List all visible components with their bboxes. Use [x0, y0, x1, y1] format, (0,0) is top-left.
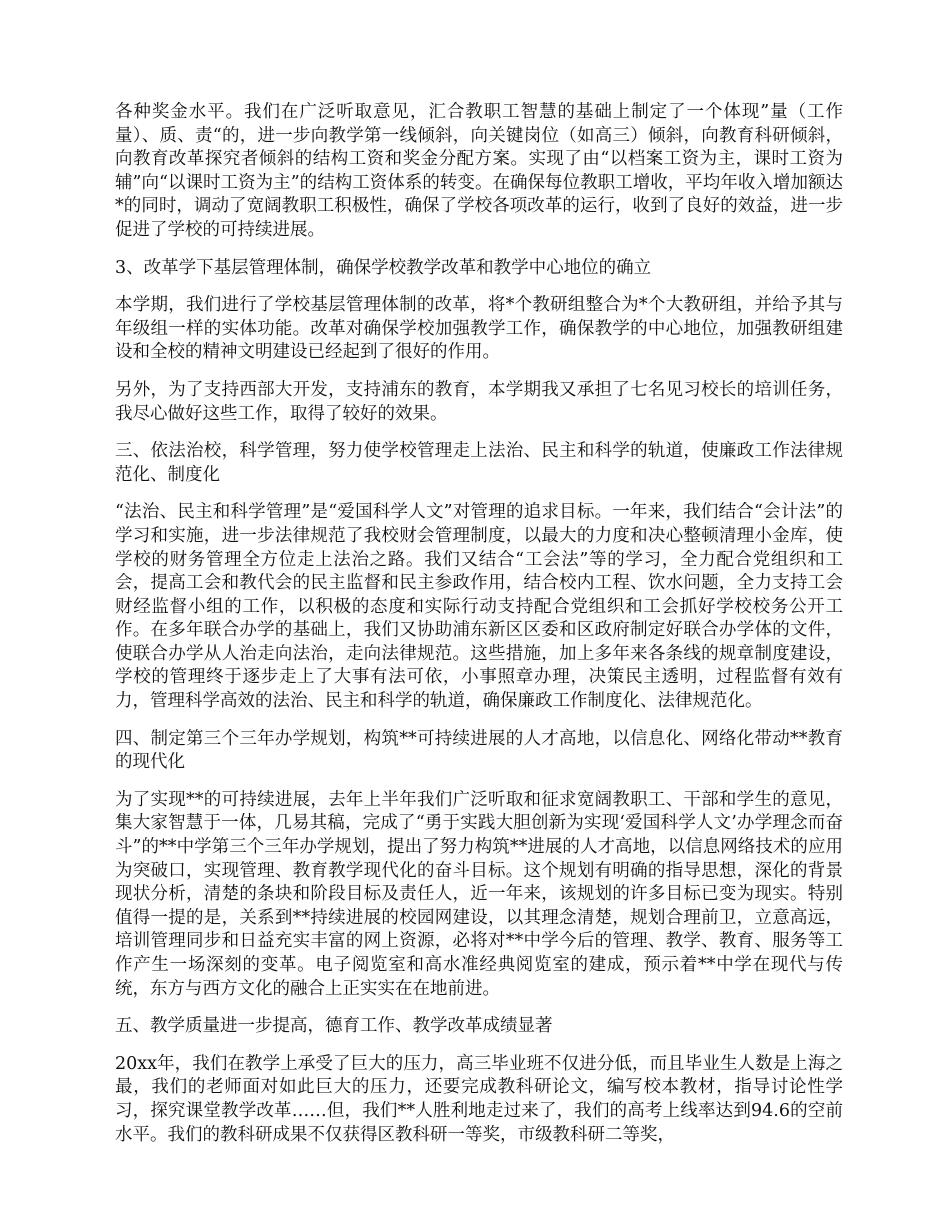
heading-teaching-quality: 五、教学质量进一步提高，德育工作、教学改革成绩显著 — [115, 1016, 553, 1037]
heading-three-year-plan: 四、制定第三个三年办学规划，构筑**可持续进展的人才高地，以信息化、网络化带动**教育的现代化 — [115, 728, 843, 773]
paragraph-rule-of-law: “法治、民主和科学管理”是“爱国科学人文”对管理的追求目标。一年来，我们结合“会计法”的学习和实施，进一步法律规范了我校财会管理制度，以最大的力度和决心整顿清理小金库，使学校的财务管理全方位走上法治之路。我们又结合“工会法”等的学习，全力配合党组织和工会，提高工会和教代会的民主监督和民主参政作用，结合校内工程、饮水问题，全力支持工会财经监督小组的工作，以积极的态度和实际行动支持配合党组织和工会抓好学校校务公开工作。在多年联合办学的基础上，我们又协助浦东新区区委和区政府制定好联合办学体的文件，使联合办学从人治走向法治，走向法律规范。这些措施，加上多年来各条线的规章制度建设，学校的管理终于逐步走上了大事有法可依，小事照章办理，决策民主透明，过程监督有效有力，管理科学高效的法治、民主和科学的轨道，确保廉政工作制度化、法律规范化。 — [115, 502, 843, 712]
heading-rule-of-law: 三、依法治校，科学管理，努力使学校管理走上法治、民主和科学的轨道，使廉政工作法律规范化、制度化 — [115, 441, 843, 485]
heading-management-reform: 3、改革学下基层管理体制，确保学校教学改革和教学中心地位的确立 — [115, 257, 652, 278]
document-page — [115, 101, 843, 1161]
paragraph-three-year-plan: 为了实现**的可持续进展，去年上半年我们广泛听取和征求宽阔教职工、干部和学生的意见，集大家智慧于一体，几易其稿，完成了“勇于实践大胆创新为实现‘爱国科学人文’办学理念而奋斗”的**中学第三个三年办学规划，提出了努力构筑**进展的人才高地，以信息网络技术的应用为突破口，实现管理、教育教学现代化的奋斗目标。这个规划有明确的指导思想，深化的背景现状分析，清楚的条块和阶段目标及责任人，近一年来，该规划的许多目标已变为现实。特别值得一提的是，关系到**持续进展的校园网建设，以其理念清楚，规划合理前卫，立意高远，培训管理同步和日益充实丰富的网上资源，必将对**中学今后的管理、教学、教育、服务等工作产生一场深刻的变革。电子阅览室和高水准经典阅览室的建成，预示着**中学在现代与传统，东方与西方文化的融合上正实实在在地前进。 — [115, 789, 843, 999]
paragraph-teaching-quality: 20xx年，我们在教学上承受了巨大的压力，高三毕业班不仅进分低，而且毕业生人数是上海之最，我们的老师面对如此巨大的压力，还要完成教科研论文，编写校本教材，指导讨论性学习，探究课堂教学改革……但，我们**人胜利地走过来了，我们的高考上线率达到94.6的空前水平。我们的教科研成果不仅获得区教科研一等奖，市级教科研二等奖， — [115, 1053, 843, 1145]
paragraph-teaching-group-reform: 本学期，我们进行了学校基层管理体制的改革，将*个教研组整合为*个大教研组，并给予其与年级组一样的实体功能。改革对确保学校加强教学工作，确保教学的中心地位，加强教研组建设和全校的精神文明建设已经起到了很好的作用。 — [115, 295, 843, 363]
paragraph-principal-training: 另外，为了支持西部大开发，支持浦东的教育，本学期我又承担了七名见习校长的培训任务，我尽心做好这些工作，取得了较好的效果。 — [115, 379, 843, 424]
paragraph-salary-reform: 各种奖金水平。我们在广泛听取意见，汇合教职工智慧的基础上制定了一个体现”量（工作量）、质、责“的，进一步向教学第一线倾斜，向关键岗位（如高三）倾斜，向教育科研倾斜，向教育改革探究者倾斜的结构工资和奖金分配方案。实现了由“以档案工资为主，课时工资为辅”向“以课时工资为主”的结构工资体系的转变。在确保每位教职工增收，平均年收入增加额达*的同时，调动了宽阔教职工积极性，确保了学校各项改革的运行，收到了良好的效益，进一步促进了学校的可持续进展。 — [115, 102, 843, 240]
